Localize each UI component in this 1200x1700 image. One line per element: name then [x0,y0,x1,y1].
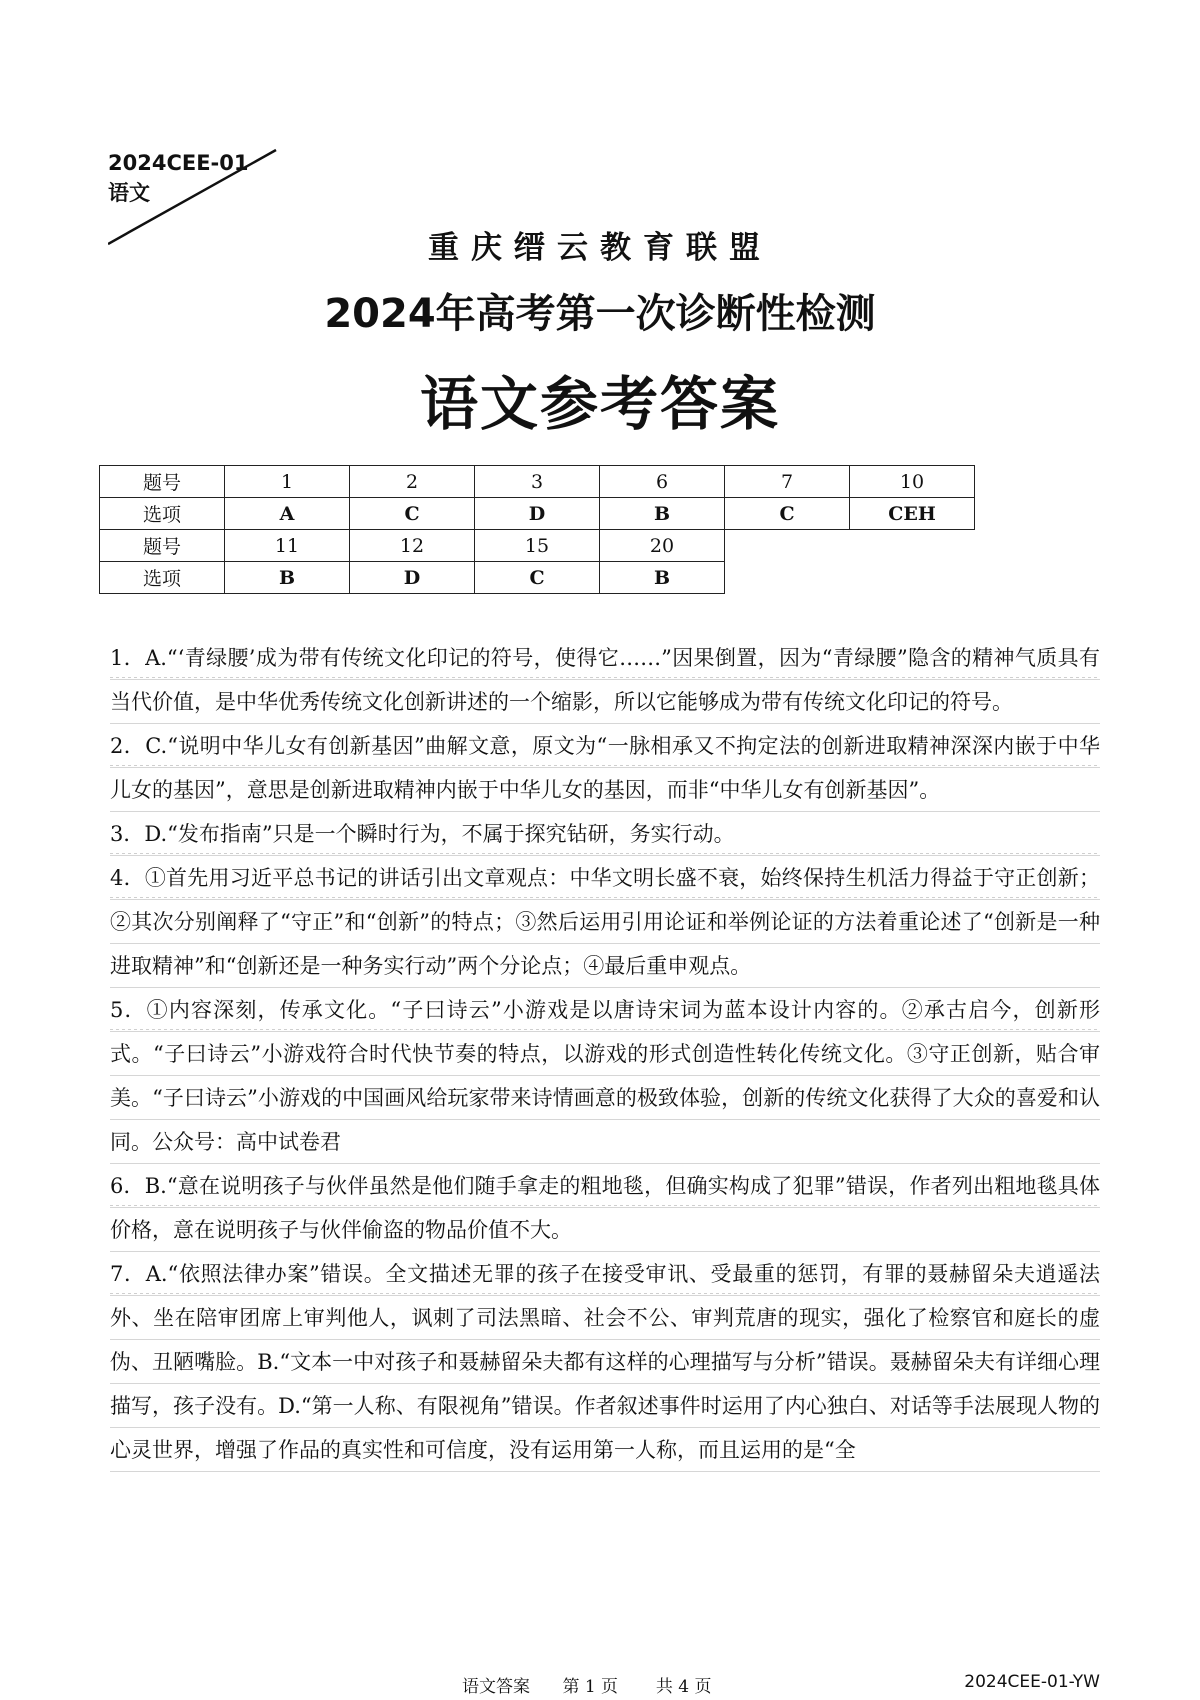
footer-code: 2024CEE-01-YW [964,1672,1100,1692]
answer-table [99,465,975,594]
empty-cell [725,530,850,562]
footer-page-info [462,1672,712,1697]
empty-cell [850,562,975,594]
answer-option: C [725,498,850,530]
footer-total-pages: 共 4 页 [655,1677,712,1697]
question-number: 10 [850,466,975,498]
answer-option: D [350,562,475,594]
answer-option: C [350,498,475,530]
question-number: 20 [600,530,725,562]
explanation-paragraph: 6．B.“意在说明孩子与伙伴虽然是他们随手拿走的粗地毯，但确实构成了犯罪”错误，作者列出粗地毯具体价格，意在说明孩子与伙伴偷盗的物品价值不大。 [110,1164,1100,1252]
explanation-paragraph: 4．①首先用习近平总书记的讲话引出文章观点：中华文明长盛不衰，始终保持生机活力得益于守正创新；②其次分别阐释了“守正”和“创新”的特点；③然后运用引用论证和举例论证的方法着重论述了“创新是一种进取精神”和“创新还是一种务实行动”两个分论点；④最后重申观点。 [110,856,1100,988]
exam-title: 2024年高考第一次诊断性检测 [324,291,876,337]
question-number: 2 [350,466,475,498]
explanation-paragraph: 2．C.“说明中华儿女有创新基因”曲解文意，原文为“一脉相承又不拘定法的创新进取精神深深内嵌于中华儿女的基因”，意思是创新进取精神内嵌于中华儿女的基因，而非“中华儿女有创新基因”。 [110,724,1100,812]
explanation-paragraph: 3．D.“发布指南”只是一个瞬时行为，不属于探究钻研，务实行动。 [110,812,1100,856]
answer-option: B [225,562,350,594]
row-label: 题号 [100,530,225,562]
table-row [100,562,975,594]
answer-option: CEH [850,498,975,530]
exam-code: 2024CEE-01 [108,151,249,175]
row-label: 选项 [100,498,225,530]
explanation-paragraph: 7．A.“依照法律办案”错误。全文描述无罪的孩子在接受审讯、受最重的惩罚，有罪的聂赫留朵夫逍遥法外、坐在陪审团席上审判他人，讽刺了司法黑暗、社会不公、审判荒唐的现实，强化了检察官和庭长的虚伪、丑陋嘴脸。B.“文本一中对孩子和聂赫留朵夫都有这样的心理描写与分析”错误。聂赫留朵夫有详细心理描写，孩子没有。D.“第一人称、有限视角”错误。作者叙述事件时运用了内心独白、对话等手法展现人物的心灵世界，增强了作品的真实性和可信度，没有运用第一人称，而且运用的是“全 [110,1252,1100,1472]
answer-option: A [225,498,350,530]
empty-cell [725,562,850,594]
answer-option: B [600,562,725,594]
question-number: 7 [725,466,850,498]
answer-option: C [475,562,600,594]
question-number: 15 [475,530,600,562]
question-number: 6 [600,466,725,498]
answer-option: B [600,498,725,530]
footer-subject: 语文答案 [462,1677,530,1697]
table-row [100,466,975,498]
table-row [100,530,975,562]
row-label: 题号 [100,466,225,498]
row-label: 选项 [100,562,225,594]
document-title: 语文参考答案 [419,370,780,438]
question-number: 3 [475,466,600,498]
empty-cell [850,530,975,562]
explanation-paragraph: 5．①内容深刻，传承文化。“子曰诗云”小游戏是以唐诗宋词为蓝本设计内容的。②承古启今，创新形式。“子曰诗云”小游戏符合时代快节奏的特点，以游戏的形式创造性转化传统文化。③守正创新，贴合审美。“子曰诗云”小游戏的中国画风给玩家带来诗情画意的极致体验，创新的传统文化获得了大众的喜爱和认同。公众号：高中试卷君 [110,988,1100,1164]
subject-label: 语文 [108,181,150,205]
answer-option: D [475,498,600,530]
question-number: 11 [225,530,350,562]
table-row [100,498,975,530]
question-number: 1 [225,466,350,498]
question-number: 12 [350,530,475,562]
organization-title: 重庆缙云教育联盟 [428,230,772,266]
explanation-paragraph: 1．A.“‘青绿腰’成为带有传统文化印记的符号，使得它……”因果倒置，因为“青绿腰”隐含的精神气质具有当代价值，是中华优秀传统文化创新讲述的一个缩影，所以它能够成为带有传统文化印记的符号。 [110,636,1100,724]
footer-page-number: 第 1 页 [562,1677,619,1697]
answer-explanations [110,636,1100,1472]
